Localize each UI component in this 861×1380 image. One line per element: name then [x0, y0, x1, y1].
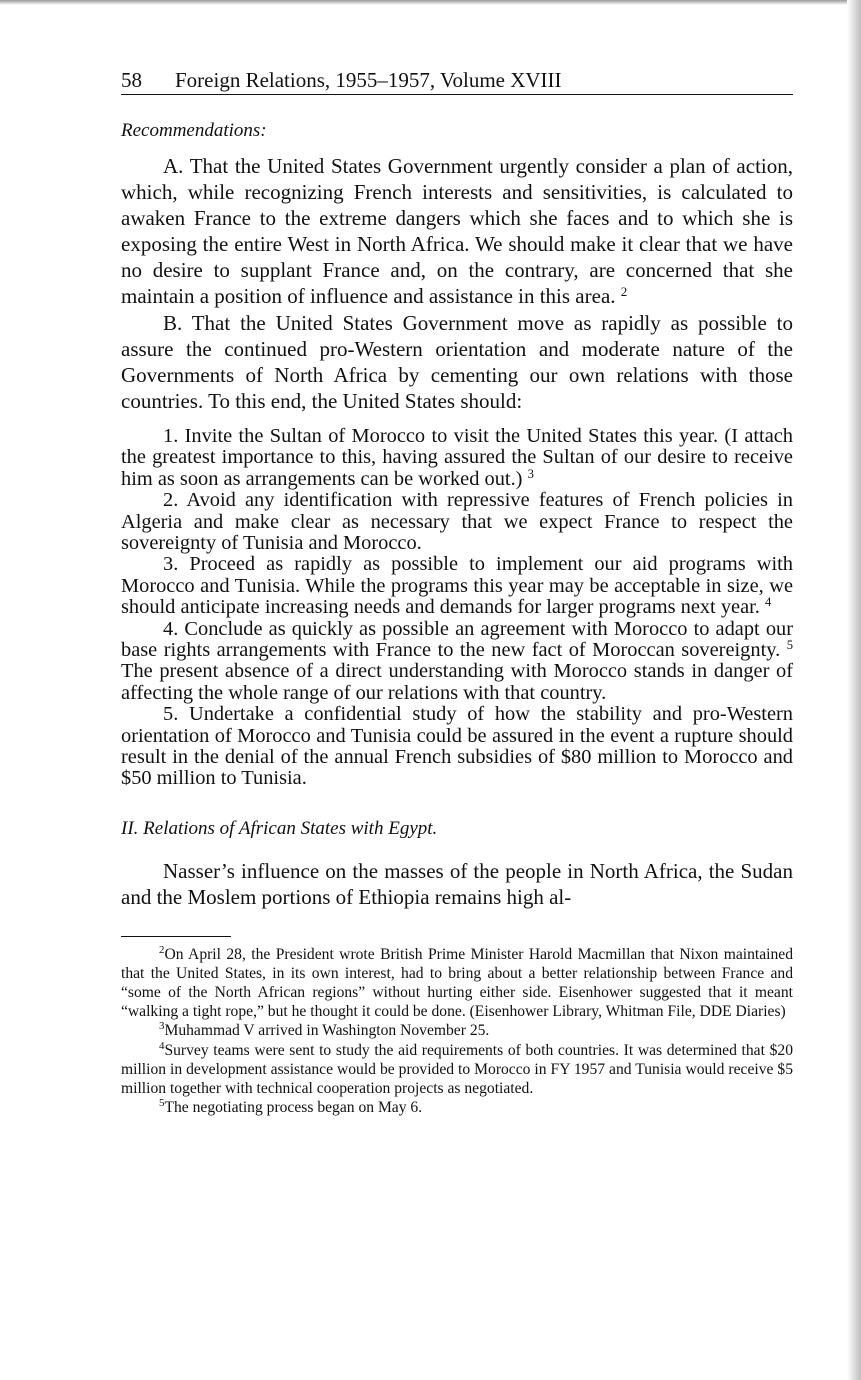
recommendation-list: [121, 426, 793, 790]
page-top-shadow: [0, 0, 861, 5]
footnote: [121, 1098, 793, 1117]
section-heading-recommendations: Recommendations:: [121, 120, 267, 141]
footnote-text: Muhammad V arrived in Washington November 25.: [164, 1022, 490, 1040]
footnote-ref-3: 3: [527, 466, 534, 481]
running-title: Foreign Relations, 1955–1957, Volume XVIII: [175, 68, 562, 92]
paragraph-a-text: A. That the United States Government urgently consider a plan of action, which, while recognizing French interests and sensitivities, is calculated to awaken France to the extreme dangers which she faces and to which she is exposing the entire West in North Africa. We should make it clear that we have no desire to supplant France and, on the contrary, are concerned that she maintain a position of influence and assistance in this area.: [121, 154, 793, 309]
footnote-number: 2: [159, 944, 165, 957]
list-item-text: 3. Proceed as rapidly as possible to implement our aid programs with Morocco and Tunisia. While the programs this year may be acceptable in size, we should anticipate increasing needs and demands for larger programs next year.: [121, 553, 793, 619]
footnote-ref-4: 4: [765, 595, 772, 610]
footnote: [121, 945, 793, 1021]
list-item: [121, 704, 793, 790]
document-page: [121, 66, 793, 1117]
paragraph-nasser: [121, 858, 793, 910]
running-header: [121, 66, 793, 95]
footnote-number: 4: [159, 1039, 165, 1052]
list-item-text: 5. Undertake a confidential study of how the stability and pro-Western orientation of Morocco and Tunisia could be assured in the event a rupture should result in the denial of the annual French subsidies of $80 million to Morocco and $50 million to Tunisia.: [121, 703, 793, 790]
page-number: 58: [121, 68, 142, 92]
list-item: [121, 554, 793, 618]
paragraph-nasser-text: Nasser’s influence on the masses of the people in North Africa, the Sudan and the Moslem portions of Ethiopia remains high al-: [121, 858, 793, 909]
list-item-text: 4. Conclude as quickly as possible an agreement with Morocco to adapt our base rights arrangements with France to the new fact of Moroccan sovereignty.: [121, 617, 793, 661]
list-item-text-continued: The present absence of a direct understanding with Morocco stands in danger of affecting the whole range of our relations with that country.: [121, 660, 793, 704]
list-item-text: 2. Avoid any identification with repressive features of French policies in Algeria and make clear as necessary that we expect France to respect the sovereignty of Tunisia and Morocco.: [121, 489, 793, 554]
footnote-number: 5: [159, 1096, 165, 1109]
footnote-text: The negotiating process began on May 6.: [164, 1098, 423, 1116]
paragraph-a: [121, 153, 793, 310]
list-item: [121, 490, 793, 554]
paragraph-b-text: B. That the United States Government move as rapidly as possible to assure the continued pro-Western orientation and moderate nature of the Governments of North Africa by cementing our own relations with those countries. To this end, the United States should:: [121, 310, 793, 413]
section-heading-egypt: II. Relations of African States with Egypt.: [121, 817, 438, 839]
footnote-ref-2: 2: [620, 284, 628, 300]
footnote-ref-5: 5: [786, 638, 793, 653]
list-item: [121, 619, 793, 705]
footnote-number: 3: [159, 1020, 165, 1033]
footnote-text: Survey teams were sent to study the aid requirements of both countries. It was determined that $20 million in development assistance would be provided to Morocco in FY 1957 and Tunisia would receive $5 million together with technical cooperation projects as negotiated.: [121, 1041, 793, 1097]
list-item-text: 1. Invite the Sultan of Morocco to visit the United States this year. (I attach the greatest importance to this, having assured the Sultan of our desire to receive him as soon as arrangements can be worked out.): [121, 424, 793, 490]
list-item: [121, 426, 793, 490]
page-edge-shadow: [847, 0, 861, 1380]
footnotes: [121, 945, 793, 1117]
footnote-divider: [121, 936, 231, 937]
footnote: [121, 1021, 793, 1040]
footnote: [121, 1041, 793, 1098]
paragraph-b: [121, 310, 793, 414]
footnote-text: On April 28, the President wrote British Prime Minister Harold Macmillan that Nixon maintained that the United States, in its own interest, had to bring about a better relationship between France and “some of the North African regions” without hurting either side. Eisenhower suggested that it meant “walking a tight rope,” but he thought it could be done. (Eisenhower Library, Whitman File, DDE Diaries): [121, 946, 793, 1021]
